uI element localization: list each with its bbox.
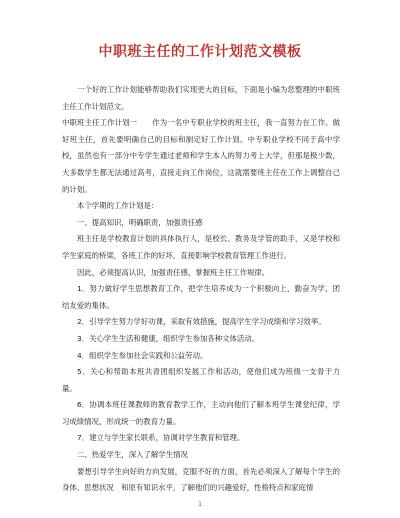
paragraph: 中职班主任工作计划一 作为一名中专职业学校的班主任，我一直努力在工作。做好班主任，首先要明确自己的目标和制定好工作计划。中专职业学校不同于高中学校，虽然也有一部分中专学生通过老师和学生本人的努力考上大学，但那是极少数，大多数学生都无法通过高考，直接走向工作岗位，这就需要班主任在工作上调整自己的计划。 — [62, 118, 340, 194]
document-title: 中职班主任的工作计划范文模板 — [98, 44, 302, 60]
paragraph: 要想引导学生向好的方向发展，克服不好的方面，首先必须深入了解每个学生的身体、思想状况 和原有知识水平，了解他们的兴趣爱好，性格特点和家庭情 — [62, 466, 340, 493]
page-number: 1 — [198, 501, 202, 508]
paragraph: 因此，必须提高认识，加强责任感，掌握班主任工作规律。 — [77, 267, 270, 277]
paragraph: 一、提高知识，明确职责，加强责任感 — [77, 217, 203, 227]
paragraph: 5．关心和帮助本班共青团组织发展工作和活动，使他们成为班级一支骨干力量。 — [62, 367, 340, 393]
paragraph: 2．引导学生努力学好功课，采取有效措施，提高学生学习成绩和学习效率。 — [77, 317, 326, 327]
paragraph: 本个学期的工作计划是： — [77, 201, 159, 211]
paragraph: 4．组织学生参加社会实践和公益劳动。 — [77, 350, 208, 360]
paragraph: 一个好的工作计划能够帮助我们实现更大的目标，下面是小编为您整理的中职班主任工作计划范文。 — [62, 85, 340, 111]
paragraph: 二、热爱学生，深入了解学生情况 — [77, 450, 188, 460]
paragraph: 班主任是学校教育计划的具体执行人，是校长、教务及学管的助手，又是学校和学生家庭的桥梁，各班工作的好坏，直接影响学校教育管理工作进行。 — [62, 234, 340, 260]
document-body — [62, 82, 340, 497]
paragraph: 7．建立与学生家长联系，协调对学生教育和管理。 — [77, 433, 245, 443]
paragraph: 1．努力做好学生思想教育工作，把学生培养成为一个积极向上，勤奋为学，团结友爱的集体。 — [62, 284, 340, 310]
paragraph: 6．协调本班任课教师的教育教学工作，主动向他们了解本班学生课堂纪律，学习成绩情况，形成统一的教育力量。 — [62, 400, 340, 426]
paragraph: 3．关心学生生活和健康，组织学生参加各种文体活动。 — [77, 333, 260, 343]
